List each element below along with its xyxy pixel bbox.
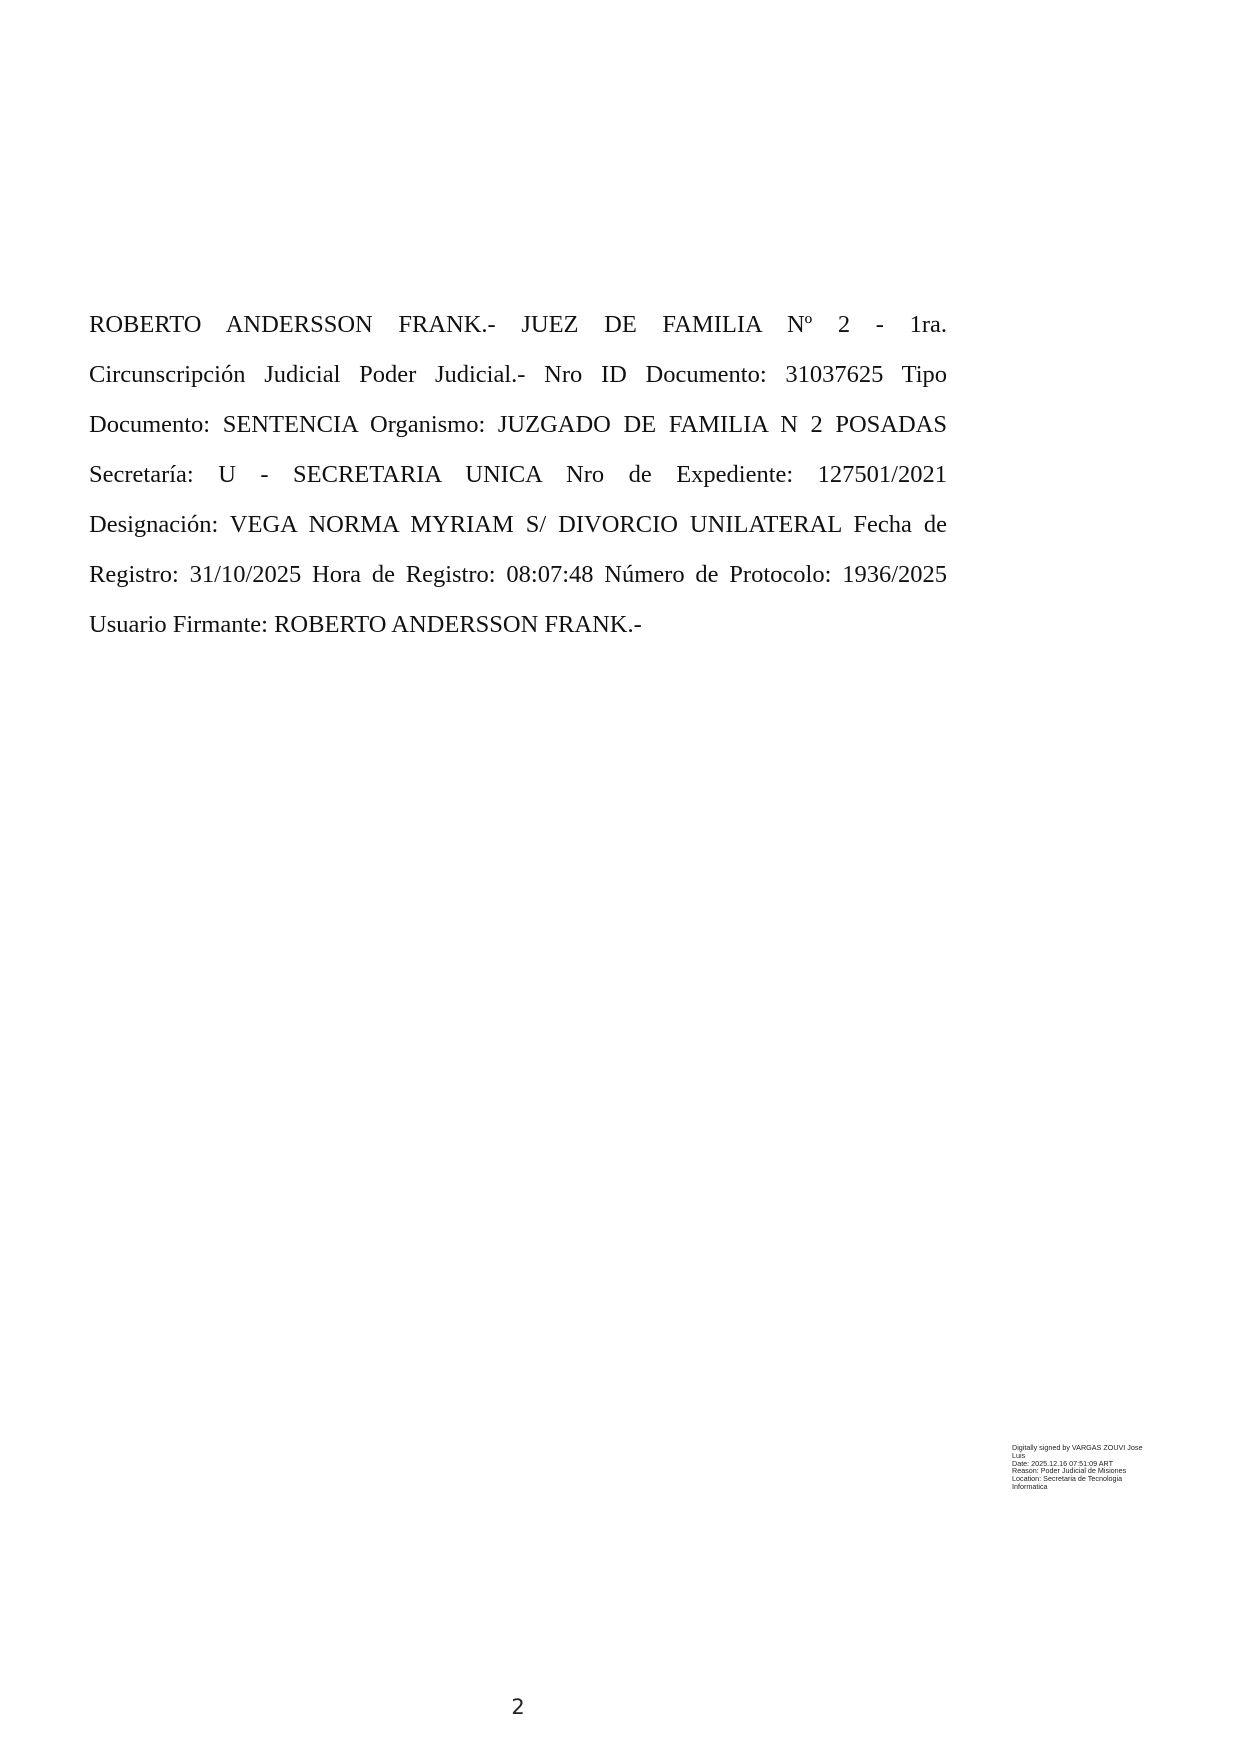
signature-location: Location: Secretaria de Tecnologia: [1012, 1474, 1123, 1484]
body-line-6: Registro: 31/10/2025 Hora de Registro: 08:07:48 Número de Protocolo: 1936/2025: [89, 561, 947, 588]
body-line-7: Usuario Firmante: ROBERTO ANDERSSON FRANK.-: [89, 611, 642, 638]
signature-reason: Reason: Poder Judicial de Misiones: [1012, 1466, 1127, 1476]
body-line-1: ROBERTO ANDERSSON FRANK.- JUEZ DE FAMILIA Nº 2 - 1ra.: [89, 311, 947, 338]
body-line-2: Circunscripción Judicial Poder Judicial.- Nro ID Documento: 31037625 Tipo: [89, 361, 947, 388]
body-line-3: Documento: SENTENCIA Organismo: JUZGADO DE FAMILIA N 2 POSADAS: [89, 411, 947, 438]
signature-signed-by: Digitally signed by VARGAS ZOUVI Jose: [1012, 1443, 1143, 1452]
signature-signed-by-cont: Luis: [1012, 1450, 1026, 1460]
signature-date: Date: 2025.12.16 07:51:09 ART: [1012, 1458, 1113, 1468]
digital-signature-stamp: [1012, 1444, 1172, 1491]
document-body: [89, 300, 947, 650]
page-number: 2: [511, 1695, 525, 1719]
body-line-4: Secretaría: U - SECRETARIA UNICA Nro de Expediente: 127501/2021: [89, 461, 947, 488]
body-line-5: Designación: VEGA NORMA MYRIAM S/ DIVORCIO UNILATERAL Fecha de: [89, 511, 947, 538]
signature-location-cont: Informatica: [1012, 1481, 1048, 1491]
